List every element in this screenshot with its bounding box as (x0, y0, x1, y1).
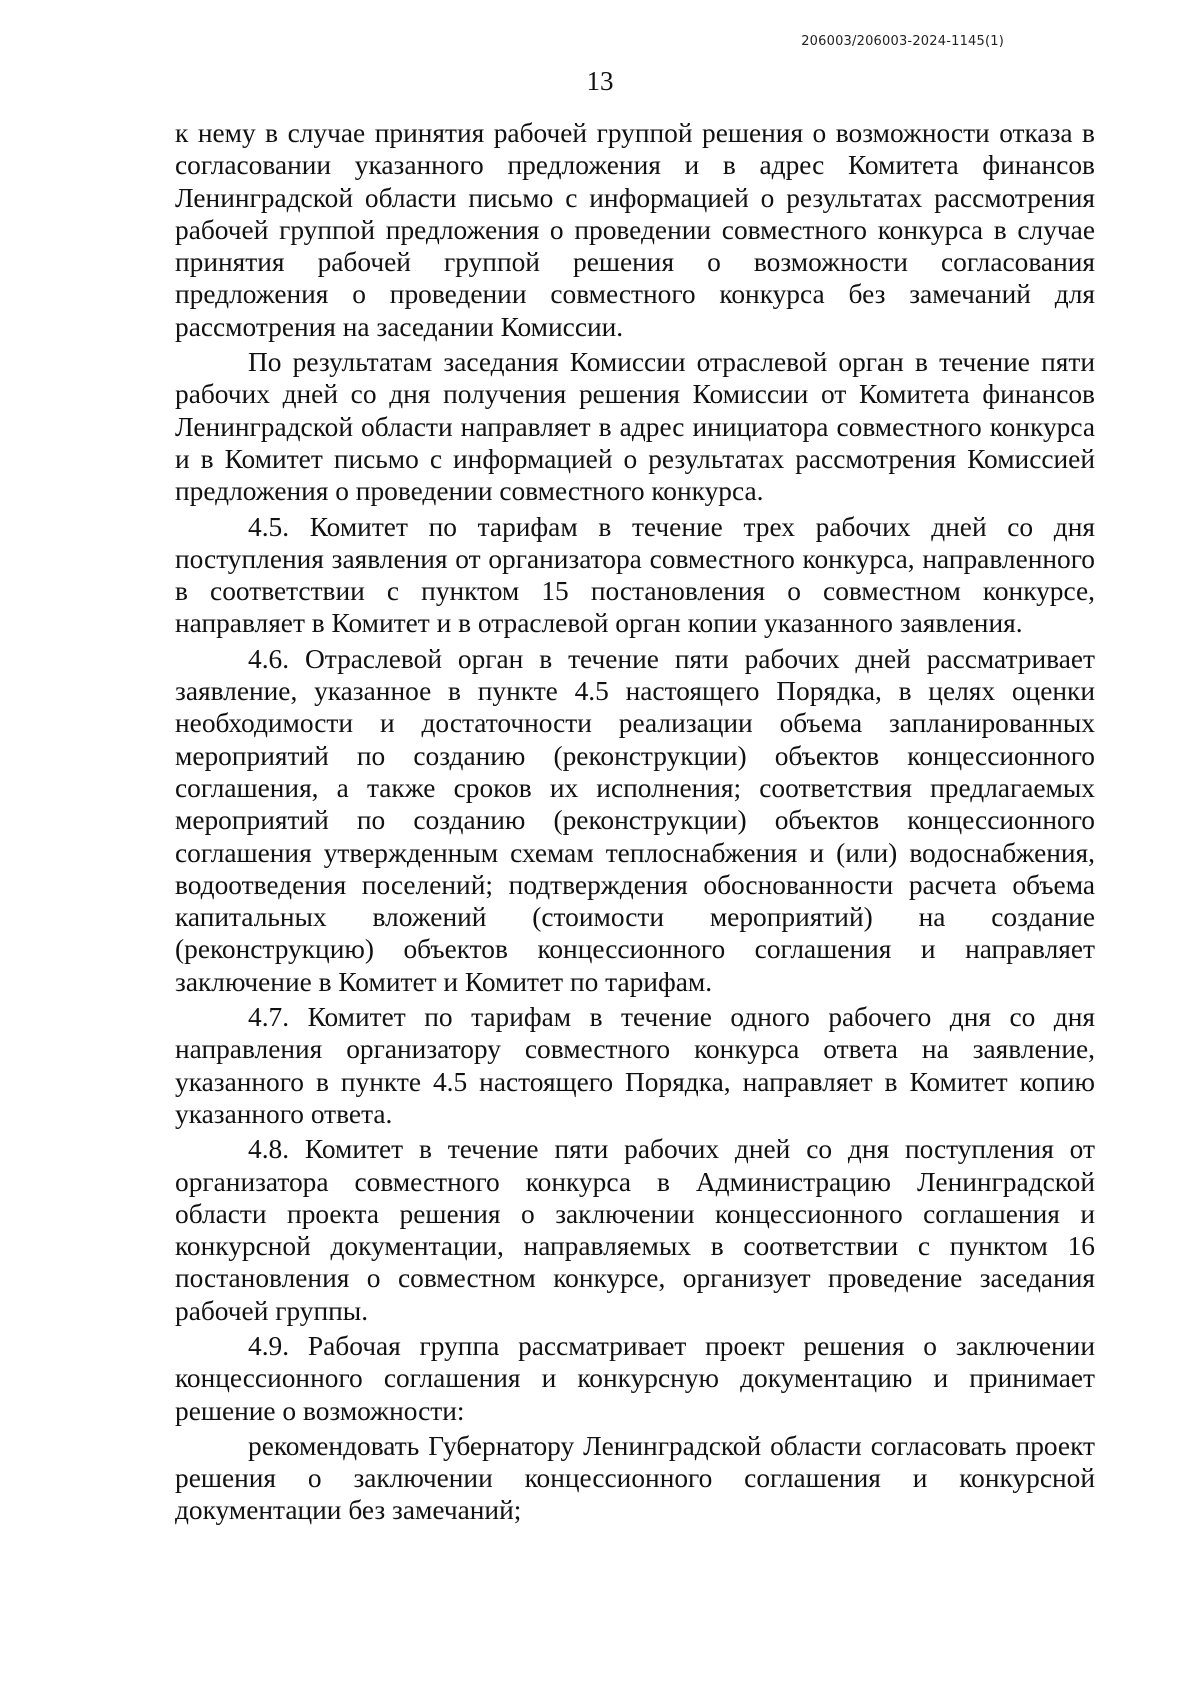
paragraph-4-5: 4.5. Комитет по тарифам в течение трех рабочих дней со дня поступления заявления от организатора совместного конкурса, направленного в соответствии с пунктом 15 постановления о совместном конкурсе, направляет в Комитет и в отраслевой орган копии указанного заявления. (175, 511, 1095, 639)
page-number: 13 (586, 66, 614, 96)
document-id: 206003/206003-2024-1145(1) (801, 34, 1004, 49)
paragraph-4-9: 4.9. Рабочая группа рассматривает проект решения о заключении концессионного соглашения и конкурсную документацию и принимает решение о возможности: (175, 1330, 1095, 1426)
paragraph-commission-results: По результатам заседания Комиссии отраслевой орган в течение пяти рабочих дней со дня получения решения Комиссии от Комитета финансов Ленинградской области направляет в адрес инициатора совместного конкурса и в Комитет письмо с информацией о результатах рассмотрения Комиссией предложения о проведении совместного конкурса. (175, 347, 1095, 507)
paragraph-4-7: 4.7. Комитет по тарифам в течение одного рабочего дня со дня направления организатору совместного конкурса ответа на заявление, указанного в пункте 4.5 настоящего Порядка, направляет в Комитет копию указанного ответа. (175, 1002, 1095, 1129)
paragraph-recommend: рекомендовать Губернатору Ленинградской области согласовать проект решения о заключении концессионного соглашения и конкурсной документации без замечаний; (175, 1430, 1095, 1526)
paragraph-4-6: 4.6. Отраслевой орган в течение пяти рабочих дней рассматривает заявление, указанное в пункте 4.5 настоящего Порядка, в целях оценки необходимости и достаточности реализации объема запланированных мероприятий по созданию (реконструкции) объектов концессионного соглашения, а также сроков их исполнения; соответствия предлагаемых мероприятий по созданию (реконструкции) объектов концессионного соглашения утвержденным схемам теплоснабжения и (или) водоснабжения, водоотведения поселений; подтверждения обоснованности расчета объема капитальных вложений (стоимости мероприятий) на создание (реконструкцию) объектов концессионного соглашения и направляет заключение в Комитет и Комитет по тарифам. (175, 643, 1095, 997)
paragraph-4-8: 4.8. Комитет в течение пяти рабочих дней со дня поступления от организатора совместного конкурса в Администрацию Ленинградской области проекта решения о заключении концессионного соглашения и конкурсной документации, направляемых в соответствии с пунктом 16 постановления о совместном конкурсе, организует проведение заседания рабочей группы. (175, 1134, 1095, 1326)
paragraph-continuation: к нему в случае принятия рабочей группой решения о возможности отказа в согласовании указанного предложения и в адрес Комитета финансов Ленинградской области письмо с информацией о результатах рассмотрения рабочей группой предложения о проведении совместного конкурса в случае принятия рабочей группой решения о возможности согласования предложения о проведении совместного конкурса без замечаний для рассмотрения на заседании Комиссии. (175, 118, 1095, 342)
document-body (175, 117, 1095, 1527)
